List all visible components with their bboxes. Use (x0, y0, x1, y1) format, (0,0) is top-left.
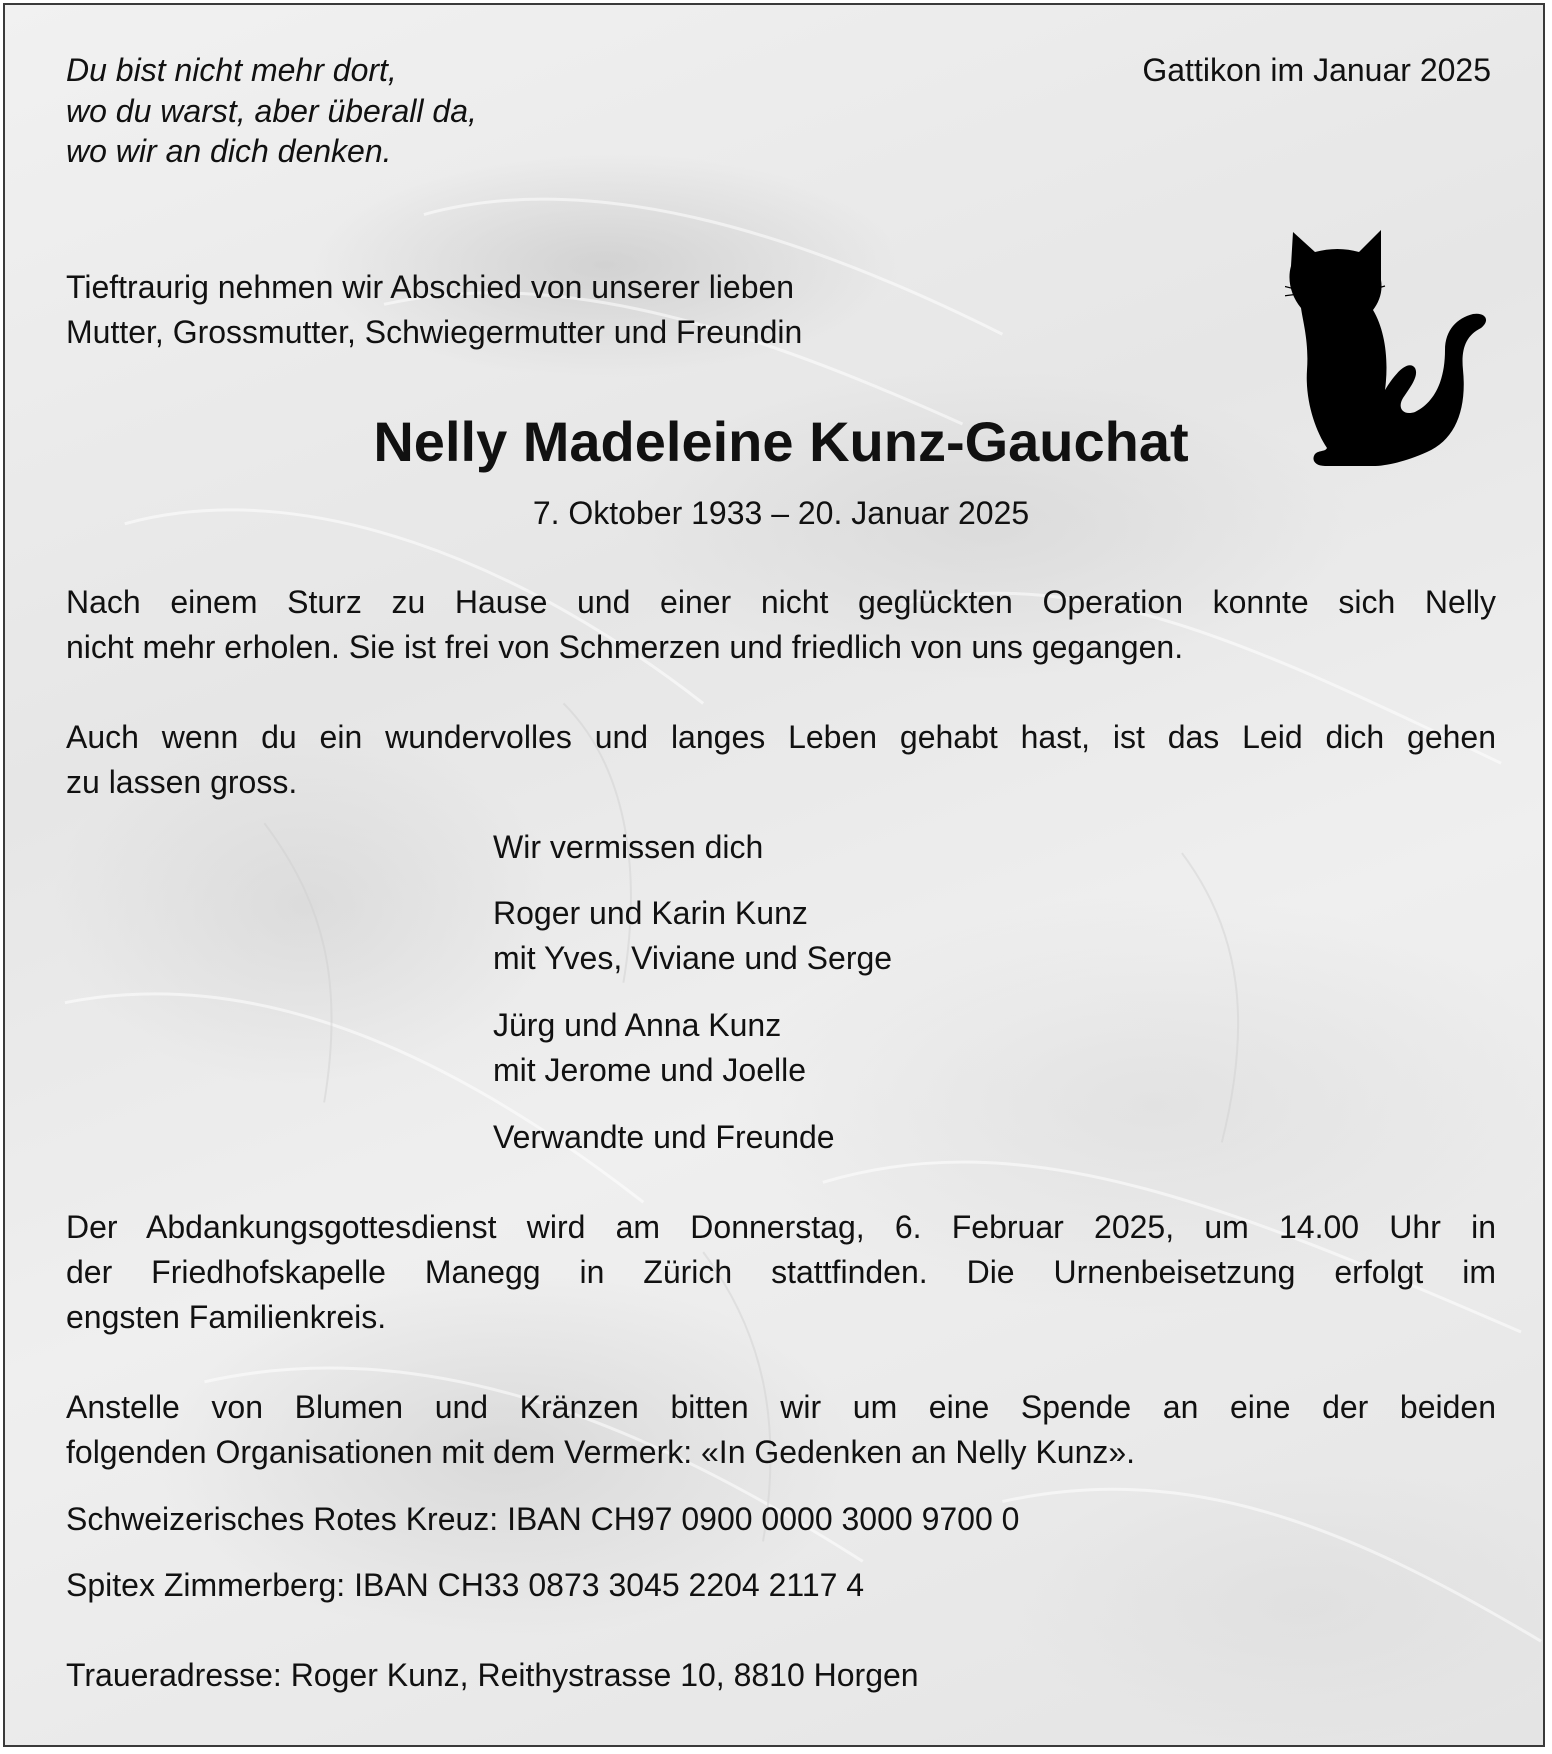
paragraph-1-line-1 (66, 580, 1496, 625)
motto-line-1: Du bist nicht mehr dort, (66, 52, 397, 88)
service-line-2-text: der Friedhofskapelle Manegg in Zürich stattfinden. Die Urnenbeisetzung erfolgt im (66, 1254, 1496, 1290)
place-date: Gattikon im Januar 2025 (1142, 52, 1491, 88)
donation-line-1 (66, 1385, 1496, 1430)
mourners-family-2-line-1: Jürg und Anna Kunz (493, 1007, 782, 1043)
deceased-name: Nelly Madeleine Kunz-Gauchat (373, 410, 1189, 473)
paragraph-2-line-1-text: Auch wenn du ein wundervolles und langes Leben gehabt hast, ist das Leid dich gehen (66, 719, 1496, 755)
mourners-family-1-line-1: Roger und Karin Kunz (493, 895, 808, 931)
donation-org-1: Schweizerisches Rotes Kreuz: IBAN CH97 0900 0000 3000 9700 0 (66, 1501, 1020, 1537)
service-line-1 (66, 1205, 1496, 1250)
mourners-others: Verwandte und Freunde (493, 1119, 835, 1155)
intro-line-2: Mutter, Grossmutter, Schwiegermutter und Freundin (66, 314, 803, 350)
donation-line-1-text: Anstelle von Blumen und Kränzen bitten wir um eine Spende an eine der beiden (66, 1389, 1496, 1425)
intro-line-1: Tieftraurig nehmen wir Abschied von unserer lieben (66, 269, 795, 305)
paragraph-2-line-2: zu lassen gross. (66, 764, 298, 800)
donation-line-2: folgenden Organisationen mit dem Vermerk: «In Gedenken an Nelly Kunz». (66, 1434, 1136, 1470)
mourners-family-1-line-2: mit Yves, Viviane und Serge (493, 940, 893, 976)
mourning-address: Traueradresse: Roger Kunz, Reithystrasse 10, 8810 Horgen (66, 1657, 919, 1693)
donation-org-2: Spitex Zimmerberg: IBAN CH33 0873 3045 2204 2117 4 (66, 1567, 865, 1603)
service-line-3: engsten Familienkreis. (66, 1299, 387, 1335)
mourners-heading: Wir vermissen dich (493, 829, 764, 865)
paragraph-2-line-1 (66, 715, 1496, 760)
life-dates: 7. Oktober 1933 – 20. Januar 2025 (532, 495, 1030, 531)
service-line-2 (66, 1250, 1496, 1295)
motto-line-3: wo wir an dich denken. (66, 133, 392, 169)
mourners-family-2-line-2: mit Jerome und Joelle (493, 1052, 807, 1088)
paragraph-1-line-2: nicht mehr erholen. Sie ist frei von Schmerzen und friedlich von uns gegangen. (66, 629, 1184, 665)
paragraph-1-line-1-text: Nach einem Sturz zu Hause und einer nicht geglückten Operation konnte sich Nelly (66, 584, 1496, 620)
obituary-card (3, 3, 1545, 1747)
service-line-1-text: Der Abdankungsgottesdienst wird am Donnerstag, 6. Februar 2025, um 14.00 Uhr in (66, 1209, 1496, 1245)
motto-line-2: wo du warst, aber überall da, (66, 93, 477, 129)
